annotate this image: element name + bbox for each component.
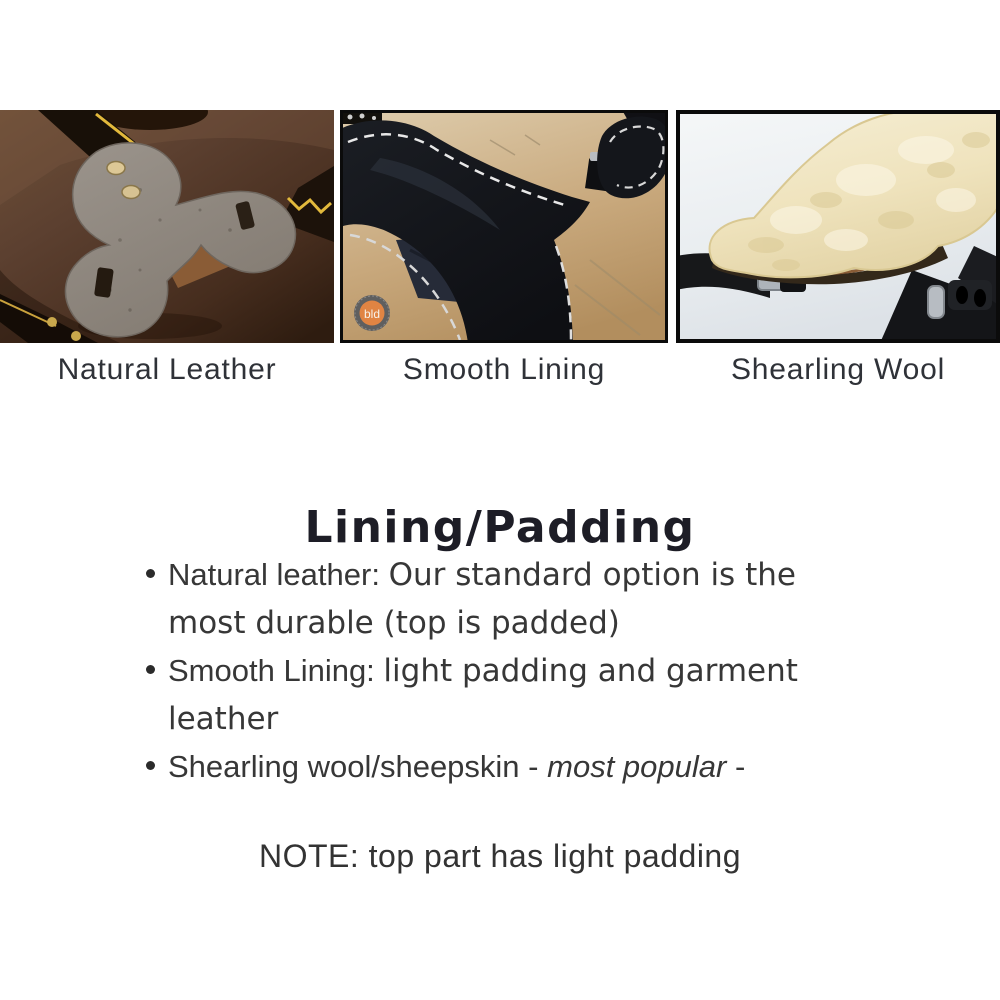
item-description: Our standard option is the most durable (top is padded): [168, 557, 796, 641]
lining-options-list: [130, 551, 830, 790]
item-lead: Smooth Lining:: [168, 653, 384, 688]
bld-logo-badge: [354, 295, 390, 331]
item-lead: Natural leather:: [168, 557, 389, 592]
note-text: NOTE: top part has light padding: [258, 838, 742, 874]
page-title: Lining/Padding: [304, 502, 696, 554]
photo-natural-leather: [0, 110, 334, 343]
photo-label-smooth-lining: Smooth Lining: [402, 353, 606, 386]
photo-label-natural-leather: Natural Leather: [57, 353, 277, 386]
photo-labels-row: [0, 352, 1000, 388]
natural-leather-image: [0, 110, 334, 343]
list-item-natural-leather: [130, 551, 830, 647]
photo-label-shearling-wool: Shearling Wool: [730, 353, 946, 386]
list-item-shearling-wool: [130, 743, 830, 790]
item-separator: -: [519, 749, 548, 784]
photo-shearling-wool: [676, 110, 1000, 343]
item-separator: -: [726, 749, 746, 784]
photo-strip: [0, 110, 1000, 343]
item-description: light padding and garment leather: [168, 653, 798, 737]
svg-text:bld: bld: [363, 307, 381, 321]
shearling-wool-image: [676, 110, 1000, 343]
smooth-lining-image: [340, 110, 668, 343]
item-lead: Shearling wool/sheepskin: [168, 749, 520, 784]
photo-smooth-lining: [340, 110, 668, 343]
list-item-smooth-lining: [130, 647, 830, 743]
item-most-popular: most popular: [547, 749, 727, 784]
